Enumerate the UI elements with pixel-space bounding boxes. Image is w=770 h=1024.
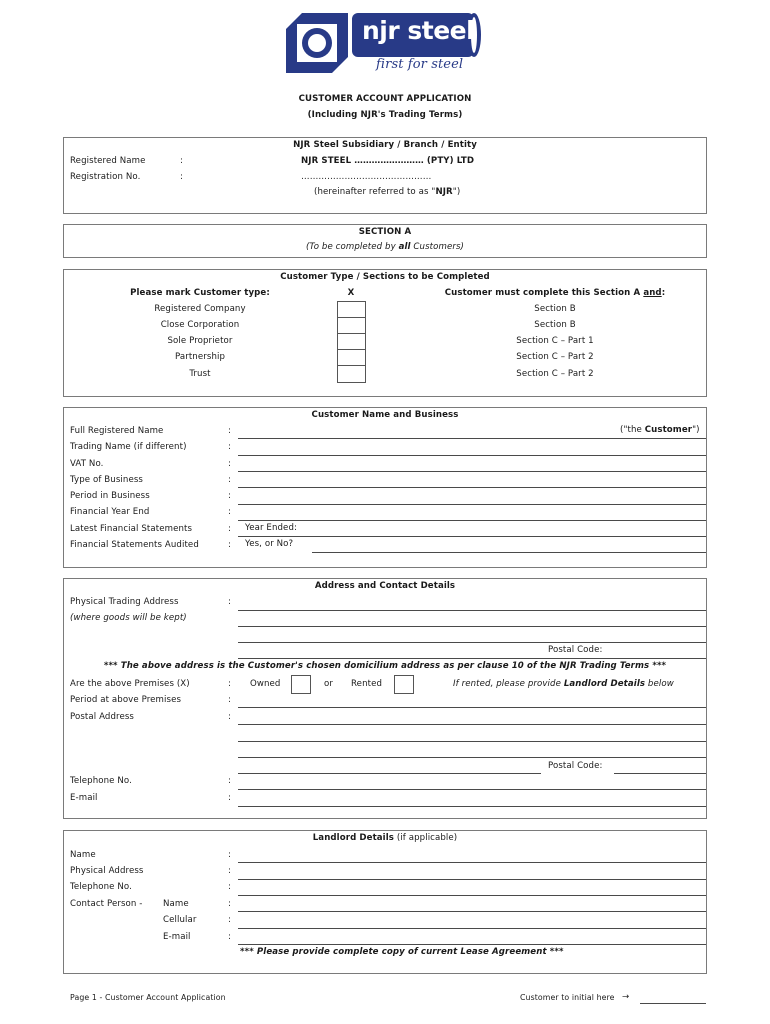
- year-ended-label: Year Ended:: [245, 523, 297, 533]
- customer-type-label: Partnership: [174, 352, 226, 362]
- rented-checkbox[interactable]: [394, 675, 414, 694]
- landlord-heading: [63, 833, 707, 843]
- colon: :: [228, 524, 231, 534]
- referred-post: "): [452, 187, 461, 197]
- colon: :: [228, 882, 231, 892]
- customer-type-heading: Customer Type / Sections to be Completed: [280, 272, 490, 282]
- owned-checkbox[interactable]: [291, 675, 311, 694]
- colon: :: [228, 850, 231, 860]
- postal-code-label-2: Postal Code:: [548, 761, 603, 771]
- physical-address-input[interactable]: [238, 658, 706, 659]
- col-sections-pre: Customer must complete this Section A: [444, 288, 644, 298]
- customer-type-label: Registered Company: [154, 304, 246, 314]
- registration-no-label: Registration No.: [70, 172, 141, 182]
- rented-label: Rented: [351, 679, 383, 689]
- field-label: Period in Business: [70, 491, 150, 501]
- the-customer-note: [620, 425, 700, 435]
- email-input[interactable]: [238, 806, 706, 807]
- field-label: Latest Financial Statements: [70, 524, 193, 534]
- postal-address-input[interactable]: [238, 757, 706, 758]
- colon: :: [228, 712, 231, 722]
- note-bold: all: [398, 242, 411, 252]
- telephone-label: Telephone No.: [70, 776, 132, 786]
- colon: :: [228, 426, 231, 436]
- owned-label: Owned: [250, 679, 281, 689]
- colon: :: [228, 459, 231, 469]
- customer-type-sections: Section C – Part 2: [516, 352, 594, 362]
- postal-address-label: Postal Address: [70, 712, 134, 722]
- colon: :: [228, 491, 231, 501]
- landlord-name-label: Name: [70, 850, 96, 860]
- customer-type-checkbox[interactable]: [337, 333, 366, 350]
- colon: :: [180, 172, 183, 182]
- logo-brand: njr steel: [362, 16, 475, 45]
- customer-type-checkbox[interactable]: [337, 349, 366, 366]
- footer-page-label: Page 1 - Customer Account Application: [70, 993, 226, 1002]
- registered-name-label: Registered Name: [70, 156, 146, 166]
- telephone-input[interactable]: [238, 789, 706, 790]
- vat-input[interactable]: [238, 471, 706, 472]
- customer-type-checkbox[interactable]: [337, 301, 366, 318]
- colon: :: [228, 899, 231, 909]
- note-pre: (To be completed by: [305, 242, 399, 252]
- section-a-title: SECTION A: [358, 227, 412, 237]
- contact-cellular-input[interactable]: [238, 928, 706, 929]
- arrow-icon: →: [622, 992, 630, 1002]
- contact-cellular-label: Cellular: [163, 915, 197, 925]
- col-x-heading: X: [347, 288, 355, 298]
- colon: :: [228, 776, 231, 786]
- or-label: or: [324, 679, 333, 689]
- col-type-heading: Please mark Customer type:: [130, 288, 270, 298]
- section-a-note: [63, 242, 707, 252]
- contact-name-label: Name: [163, 899, 189, 909]
- landlord-physical-input[interactable]: [238, 879, 706, 880]
- yes-or-no-label: Yes, or No?: [245, 539, 294, 549]
- full-name-input[interactable]: [238, 438, 706, 439]
- contact-name-input[interactable]: [238, 911, 706, 912]
- landlord-heading-bold: Landlord Details: [312, 833, 394, 843]
- contact-person-label: Contact Person -: [70, 899, 143, 909]
- colon: :: [228, 866, 231, 876]
- initial-input[interactable]: [640, 1003, 706, 1004]
- colon: :: [228, 442, 231, 452]
- referred-pre: (hereinafter referred to as ": [314, 187, 436, 197]
- customer-type-label: Close Corporation: [160, 320, 240, 330]
- contact-email-input[interactable]: [238, 944, 706, 945]
- physical-address-input[interactable]: [238, 626, 706, 627]
- customer-type-checkbox[interactable]: [337, 365, 366, 383]
- contact-email-label: E-mail: [163, 932, 191, 942]
- customer-type-label: Trust: [189, 369, 211, 379]
- colon: :: [228, 793, 231, 803]
- customer-type-sections: Section B: [534, 304, 576, 314]
- period-premises-label: Period at above Premises: [70, 695, 182, 705]
- landlord-physical-label: Physical Address: [70, 866, 144, 876]
- rented-note: [453, 679, 674, 689]
- fin-year-end-input[interactable]: [238, 520, 706, 521]
- col-sections-heading: [440, 288, 670, 298]
- postal-code-input[interactable]: [614, 773, 706, 774]
- postal-address-input[interactable]: [238, 741, 706, 742]
- trading-name-input[interactable]: [238, 455, 706, 456]
- njr-logo-mark-icon: [286, 13, 348, 73]
- rented-note-pre: If rented, please provide: [453, 679, 564, 689]
- field-label: Type of Business: [70, 475, 143, 485]
- logo-tagline: first for steel: [376, 57, 464, 72]
- lease-note: *** Please provide complete copy of current Lease Agreement ***: [240, 947, 564, 957]
- field-label: VAT No.: [70, 459, 104, 469]
- colon: :: [180, 156, 183, 166]
- entity-heading: NJR Steel Subsidiary / Branch / Entity: [293, 140, 477, 150]
- the-customer-bold: Customer: [644, 425, 693, 435]
- col-sections-and: and: [643, 288, 662, 298]
- customer-type-sections: Section C – Part 1: [516, 336, 594, 346]
- postal-address-input[interactable]: [238, 773, 541, 774]
- colon: :: [228, 915, 231, 925]
- colon: :: [228, 932, 231, 942]
- rented-note-bold: Landlord Details: [563, 679, 646, 689]
- physical-address-note: (where goods will be kept): [70, 613, 187, 623]
- physical-address-label: Physical Trading Address: [70, 597, 179, 607]
- latest-fs-input[interactable]: [238, 536, 706, 537]
- field-label: Financial Statements Audited: [70, 540, 199, 550]
- customer-type-sections: Section C – Part 2: [516, 369, 594, 379]
- customer-type-checkbox[interactable]: [337, 317, 366, 334]
- postal-code-label: Postal Code:: [548, 645, 603, 655]
- landlord-telephone-label: Telephone No.: [70, 882, 132, 892]
- customer-type-label: Sole Proprietor: [167, 336, 233, 346]
- note-post: Customers): [410, 242, 464, 252]
- colon: :: [228, 597, 231, 607]
- page-title: CUSTOMER ACCOUNT APPLICATION: [298, 94, 472, 104]
- the-customer-post: "): [692, 425, 700, 435]
- colon: :: [228, 507, 231, 517]
- page-subtitle: (Including NJR's Trading Terms): [307, 110, 463, 120]
- premises-label: Are the above Premises (X): [70, 679, 190, 689]
- colon: :: [228, 679, 231, 689]
- referred-bold: NJR: [435, 187, 453, 197]
- field-label: Financial Year End: [70, 507, 150, 517]
- col-sections-post: :: [661, 288, 666, 298]
- landlord-name-input[interactable]: [238, 862, 706, 863]
- registration-no-value[interactable]: ………………………………………: [301, 172, 432, 182]
- footer-initial-label: Customer to initial here: [520, 993, 615, 1002]
- colon: :: [228, 540, 231, 550]
- referred-note: [314, 187, 460, 197]
- landlord-telephone-input[interactable]: [238, 895, 706, 896]
- customer-type-sections: Section B: [534, 320, 576, 330]
- address-heading: Address and Contact Details: [314, 581, 456, 591]
- landlord-heading-rest: (if applicable): [394, 833, 458, 843]
- field-label: Trading Name (if different): [70, 442, 187, 452]
- field-label: Full Registered Name: [70, 426, 164, 436]
- business-type-input[interactable]: [238, 487, 706, 488]
- physical-address-input[interactable]: [238, 610, 706, 611]
- period-input[interactable]: [238, 504, 706, 505]
- physical-address-input[interactable]: [238, 642, 706, 643]
- business-heading: Customer Name and Business: [311, 410, 459, 420]
- period-premises-input[interactable]: [238, 707, 706, 708]
- email-label: E-mail: [70, 793, 98, 803]
- the-customer-pre: ("the: [620, 425, 645, 435]
- rented-note-post: below: [645, 679, 674, 689]
- registered-name-value[interactable]: NJR STEEL …………………… (PTY) LTD: [301, 156, 475, 166]
- colon: :: [228, 695, 231, 705]
- postal-address-input[interactable]: [238, 724, 706, 725]
- fs-audited-input[interactable]: [312, 552, 706, 553]
- domicilium-note: *** The above address is the Customer's chosen domicilium address as per clause 10 of the NJR Trading Terms ***: [103, 661, 667, 671]
- colon: :: [228, 475, 231, 485]
